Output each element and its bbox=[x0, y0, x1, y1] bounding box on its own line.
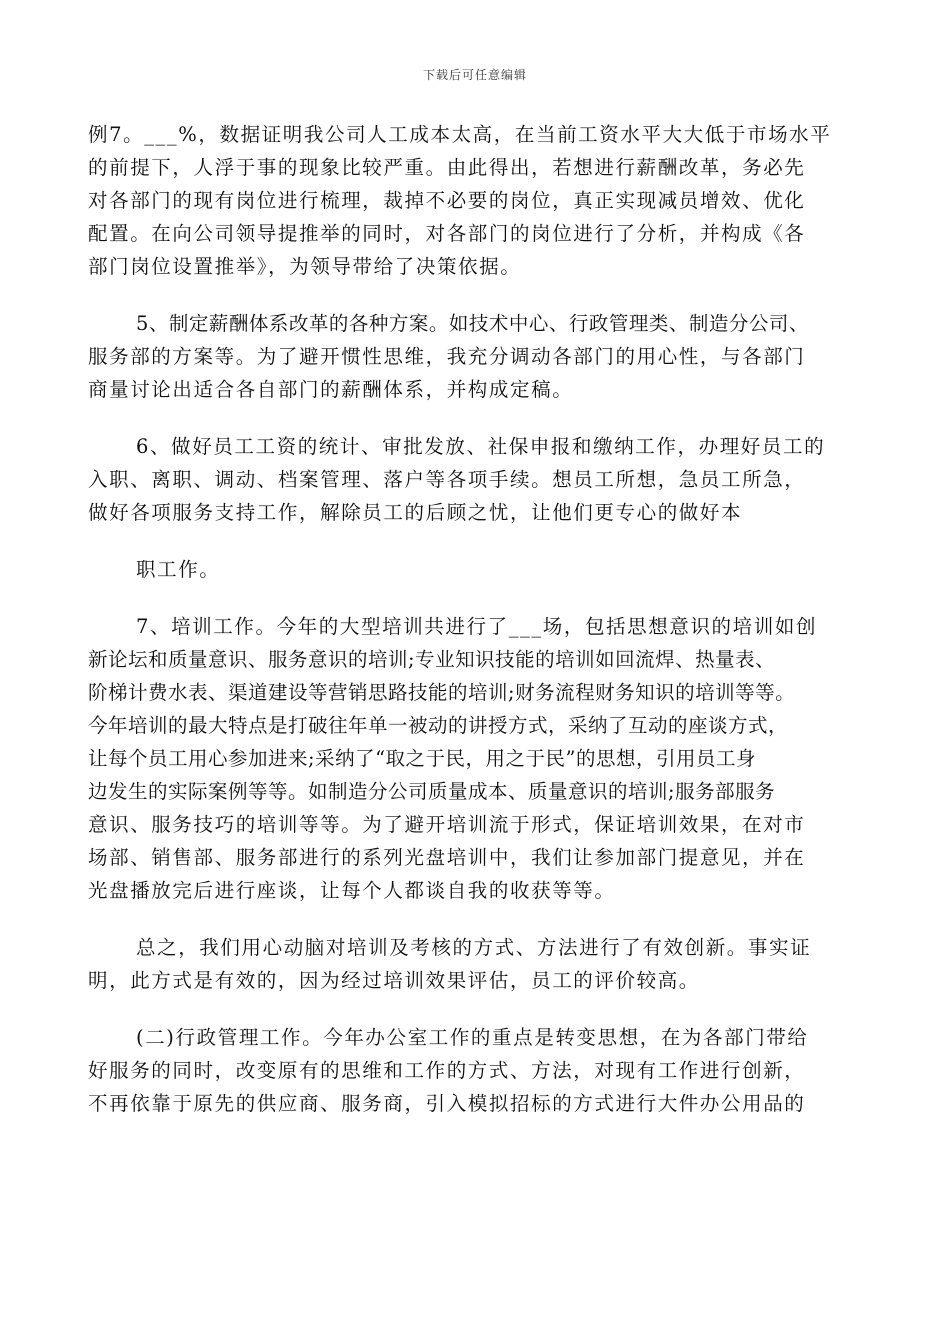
page-header: 下载后可任意编辑 bbox=[422, 68, 527, 82]
text-line: 对各部门的现有岗位进行梳理，裁掉不必要的岗位，真正实现减员增效、优化 bbox=[88, 189, 806, 212]
text-line: 5、制定薪酬体系改革的各种方案。如技术中心、行政管理类、制造分公司、 bbox=[136, 312, 809, 335]
paragraph-item-5 bbox=[88, 307, 878, 406]
text-line: 例7。___%，数据证明我公司人工成本太高，在当前工资水平大大低于市场水平 bbox=[88, 123, 832, 146]
text-line: 新论坛和质量意识、服务意识的培训;专业知识技能的培训如回流焊、热量表、 bbox=[88, 648, 776, 671]
text-line: 阶梯计费水表、渠道建设等营销思路技能的培训;财务流程财务知识的培训等等。 bbox=[88, 681, 796, 704]
text-line: 服务部的方案等。为了避开惯性思维，我充分调动各部门的用心性，与各部门 bbox=[88, 345, 806, 368]
text-line: 意识、服务技巧的培训等等。为了避开培训流于形式，保证培训效果，在对市 bbox=[88, 813, 806, 836]
text-line: 边发生的实际案例等等。如制造分公司质量成本、质量意识的培训;服务部服务 bbox=[88, 780, 776, 803]
text-line: 7、培训工作。今年的大型培训共进行了___场，包括思想意识的培训如创 bbox=[136, 615, 818, 638]
paragraph-summary bbox=[88, 931, 878, 997]
text-line: 入职、离职、调动、档案管理、落户等各项手续。想员工所想，急员工所急， bbox=[88, 468, 806, 491]
text-line: 的前提下，人浮于事的现象比较严重。由此得出，若想进行薪酬改革，务必先 bbox=[88, 156, 806, 179]
text-line: 做好各项服务支持工作，解除员工的后顾之忧，让他们更专心的做好本 bbox=[88, 501, 743, 524]
text-line: 今年培训的最大特点是打破往年单一被动的讲授方式，采纳了互动的座谈方式， bbox=[88, 714, 789, 737]
text-line: (二)行政管理工作。今年办公室工作的重点是转变思想，在为各部门带给 bbox=[136, 1026, 809, 1049]
text-line: 6、做好员工工资的统计、审批发放、社保申报和缴纳工作，办理好员工的 bbox=[136, 435, 826, 458]
text-line: 部门岗位设置推举》，为领导带给了决策依据。 bbox=[88, 255, 522, 278]
text-line: 总之，我们用心动脑对培训及考核的方式、方法进行了有效创新。事实证 bbox=[136, 936, 812, 959]
text-line: 光盘播放完后进行座谈，让每个人都谈自我的收获等等。 bbox=[88, 879, 616, 902]
text-line: 配置。在向公司领导提推举的同时，对各部门的岗位进行了分析，并构成《各 bbox=[88, 222, 806, 245]
paragraph-item-6-continued bbox=[88, 553, 878, 586]
text-line: 明，此方式是有效的，因为经过培训效果评估，员工的评价较高。 bbox=[88, 969, 700, 992]
paragraph-item-6 bbox=[88, 430, 878, 529]
text-line: 让每个员工用心参加进来;采纳了“取之于民，用之于民”的思想，引用员工身 bbox=[88, 747, 757, 770]
paragraph-item-7 bbox=[88, 610, 878, 907]
paragraph-cost-analysis bbox=[88, 118, 878, 283]
text-line: 场部、销售部、服务部进行的系列光盘培训中，我们让参加部门提意见，并在 bbox=[88, 846, 806, 869]
paragraph-admin-work bbox=[88, 1021, 878, 1120]
text-line: 好服务的同时，改变原有的思维和工作的方式、方法，对现有工作进行创新， bbox=[88, 1059, 806, 1082]
text-line: 商量讨论出适合各自部门的薪酬体系，并构成定稿。 bbox=[88, 378, 574, 401]
text-line: 职工作。 bbox=[136, 558, 221, 581]
text-line: 不再依靠于原先的供应商、服务商，引入模拟招标的方式进行大件办公用品的 bbox=[88, 1092, 806, 1115]
document-body bbox=[88, 118, 878, 1144]
